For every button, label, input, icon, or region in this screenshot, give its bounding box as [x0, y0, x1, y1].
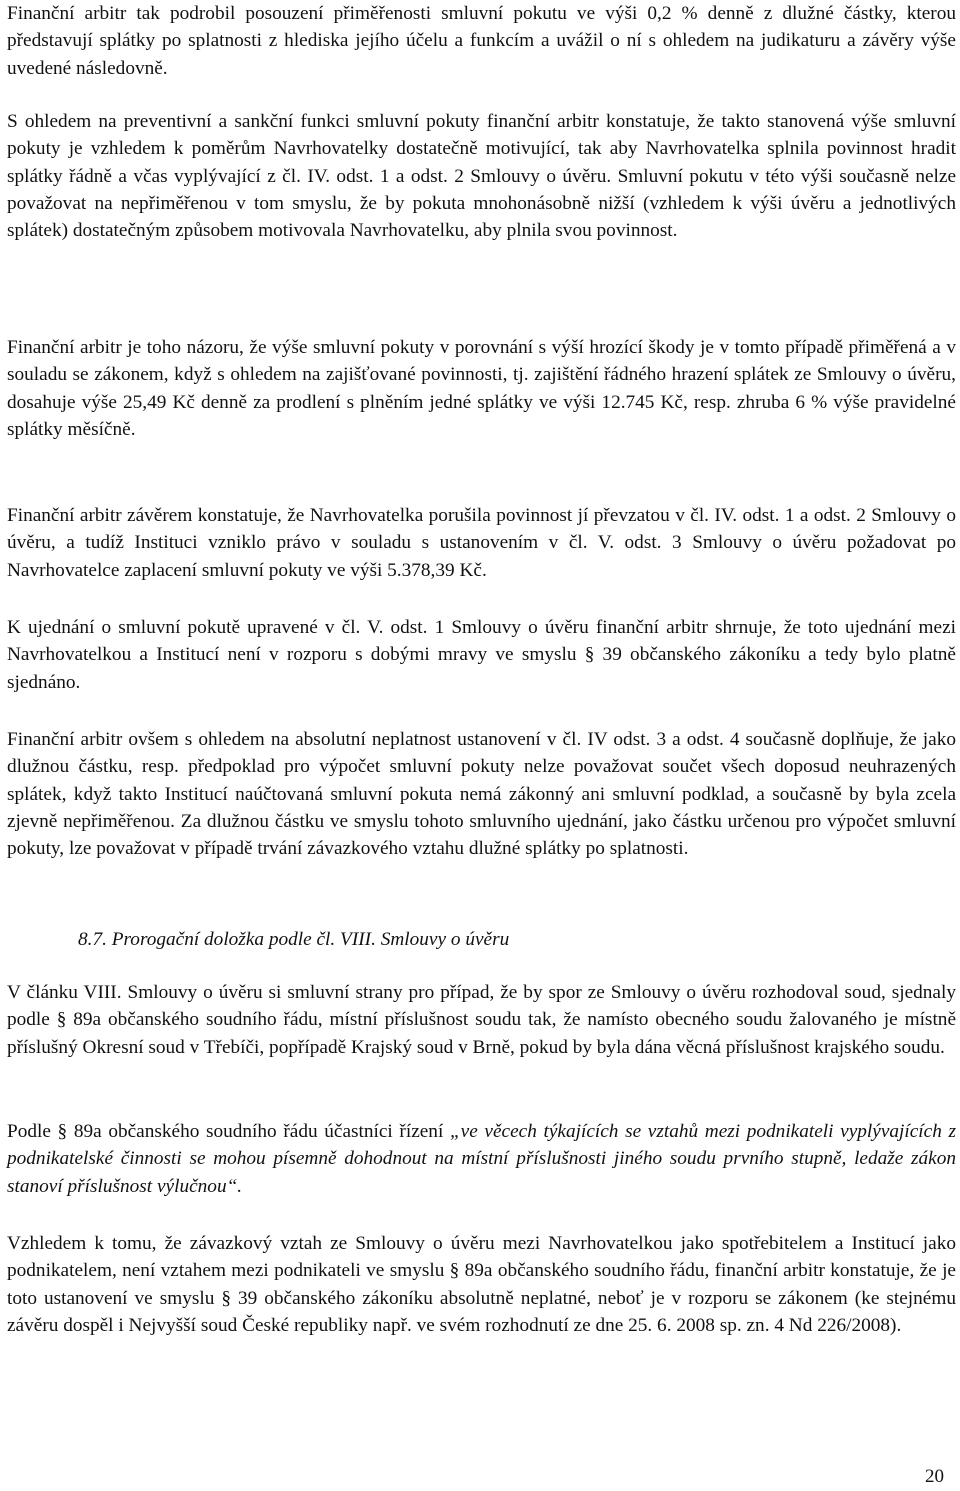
section-heading: 8.7. Prorogační doložka podle čl. VIII. Smlouvy o úvěru — [78, 929, 510, 950]
paragraph-penalty-assessment: Finanční arbitr tak podrobil posouzení přiměřenosti smluvní pokutu ve výši 0,2 % denně z dlužné částky, kterou představují splátky po splatnosti z hlediska jejího účelu a funkcím a uvážil o ní s ohledem na judikaturu a závěry výše uvedené následovně. — [7, 3, 956, 79]
paragraph-summary-validity: K ujednání o smluvní pokutě upravené v čl. V. odst. 1 Smlouvy o úvěru finanční arbitr shrnuje, že toto ujednání mezi Navrhovatelkou a Institucí není v rozporu s dobými mravy ve smyslu § 39 občanského zákoníku a tedy bylo platně sjednáno. — [7, 617, 956, 693]
paragraph-article-viii: V článku VIII. Smlouvy o úvěru si smluvní strany pro případ, že by spor ze Smlouvy o úvěru rozhodoval soud, sjednaly podle § 89a občanského soudního řádu, místní příslušnost soudu tak, že namísto obecného soudu žalovaného je místně příslušný Okresní soud v Třebíči, popřípadě Krajský soud v Brně, pokud by byla dána věcná příslušnost krajského soudu. — [7, 982, 956, 1058]
paragraph-conclusion-breach: Finanční arbitr závěrem konstatuje, že Navrhovatelka porušila povinnost jí převzatou v čl. IV. odst. 1 a odst. 2 Smlouvy o úvěru, a tudíž Instituci vzniklo právo v souladu s ustanovením v čl. V. odst. 3 Smlouvy o úvěru požadovat po Navrhovatelce zaplacení smluvní pokuty ve výši 5.378,39 Kč. — [7, 505, 956, 581]
paragraph-absolute-invalidity: Finanční arbitr ovšem s ohledem na absolutní neplatnost ustanovení v čl. IV odst. 3 a odst. 4 současně doplňuje, že jako dlužnou částku, resp. předpoklad pro výpočet smluvní pokuty nelze považovat součet všech doposud neuhrazených splátek, když takto Institucí naúčtovaná smluvní pokuta nemá zákonný ani smluvní podklad, a současně by byla zcela zjevně nepřiměřenou. Za dlužnou částku ve smyslu tohoto smluvního ujednání, jako částku určenou pro výpočet smluvní pokuty, lze považovat v případě trvání závazkového vztahu dlužné splátky po splatnosti. — [7, 729, 956, 860]
paragraph-proportionality: Finanční arbitr je toho názoru, že výše smluvní pokuty v porovnání s výší hrozící škody je v tomto případě přiměřená a v souladu se zákonem, když s ohledem na zajišťované povinnosti, tj. zajištění řádného hrazení splátek ze Smlouvy o úvěru, dosahuje výše 25,49 Kč denně za prodlení s plněním jedné splátky ve výši 12.745 Kč, resp. zhruba 6 % výše pravidelné splátky měsíčně. — [7, 337, 956, 440]
paragraph-section-89a — [7, 1118, 956, 1200]
paragraph-final-conclusion: Vzhledem k tomu, že závazkový vztah ze Smlouvy o úvěru mezi Navrhovatelkou jako spotřebitelem a Institucí jako podnikatelem, není vztahem mezi podnikateli ve smyslu § 89a občanského soudního řádu, finanční arbitr konstatuje, že je toto ustanovení ve smyslu § 39 občanského zákoníku absolutně neplatné, neboť je v rozporu se zákonem (ke stejnému závěru dospěl i Nejvyšší soud České republiky např. ve svém rozhodnutí ze dne 25. 6. 2008 sp. zn. 4 Nd 226/2008). — [7, 1233, 956, 1336]
paragraph-section-89a-quote: „ve věcech týkajících se vztahů mezi podnikateli vyplývajících z podnikatelské činnosti se mohou písemně dohodnout na místní příslušnosti jiného soudu prvního stupně, ledaže zákon stanoví příslušnost výlučnou“. — [7, 1121, 956, 1197]
paragraph-section-89a-lead: Podle § 89a občanského soudního řádu účastníci řízení — [7, 1121, 450, 1142]
page-number: 20 — [925, 1466, 944, 1487]
paragraph-preventive-function: S ohledem na preventivní a sankční funkci smluvní pokuty finanční arbitr konstatuje, že takto stanovená výše smluvní pokuty je vzhledem k poměrům Navrhovatelky dostatečně motivující, tak aby Navrhovatelka splnila povinnost hradit splátky řádně a včas vyplývající z čl. IV. odst. 1 a odst. 2 Smlouvy o úvěru. Smluvní pokutu v této výši současně nelze považovat na nepřiměřenou v tom smyslu, že by pokuta mnohonásobně nižší (vzhledem k výši úvěru a jednotlivých splátek) dostatečným způsobem motivovala Navrhovatelku, aby plnila svou povinnost. — [7, 111, 956, 242]
